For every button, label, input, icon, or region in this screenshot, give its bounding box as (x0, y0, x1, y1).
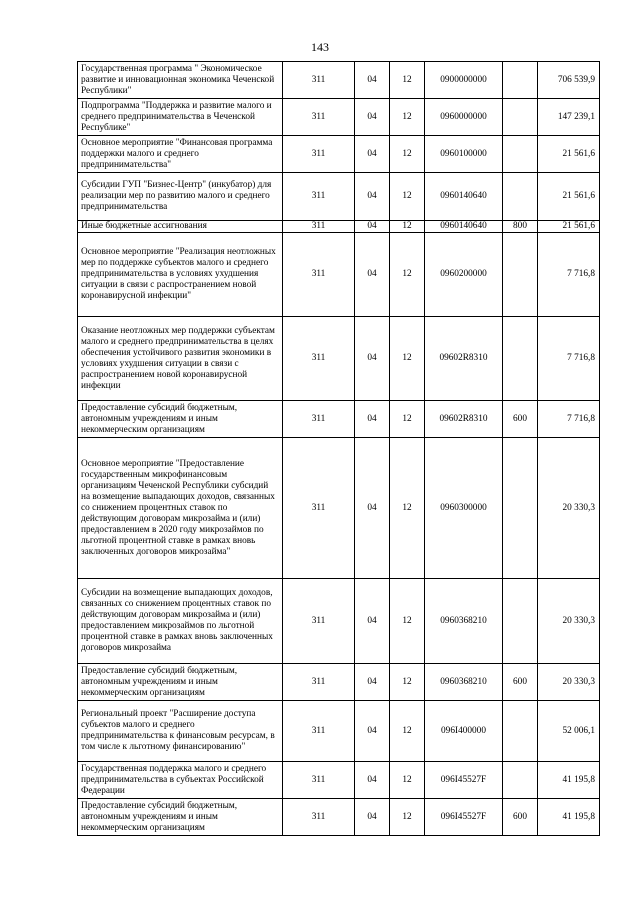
amount-cell: 20 330,3 (538, 579, 600, 664)
expense-type-cell: 600 (503, 664, 538, 701)
target-code-cell: 09602R8310 (425, 317, 503, 401)
subsection-code-cell: 12 (390, 579, 425, 664)
ministry-code-cell: 311 (283, 664, 355, 701)
subsection-code-cell: 12 (390, 136, 425, 173)
expense-type-cell (503, 438, 538, 579)
row-name-cell: Региональный проект "Расширение доступа субъектов малого и среднего предпринимательства к финансовым ресурсам, в том числе к льготному финансированию" (78, 701, 283, 762)
section-code-cell: 04 (355, 136, 390, 173)
row-name-cell: Государственная поддержка малого и среднего предпринимательства в субъектах Российской Федерации (78, 762, 283, 799)
subsection-code-cell: 12 (390, 762, 425, 799)
row-name-cell: Оказание неотложных мер поддержки субъектам малого и среднего предпринимательства в целях обеспечения устойчивого развития экономики в условиях ухудшения ситуации в связи с распространением новой коронавирусной инфекции (78, 317, 283, 401)
amount-cell: 52 006,1 (538, 701, 600, 762)
expense-type-cell (503, 701, 538, 762)
section-code-cell: 04 (355, 173, 390, 221)
subsection-code-cell: 12 (390, 438, 425, 579)
subsection-code-cell: 12 (390, 233, 425, 317)
amount-cell: 7 716,8 (538, 401, 600, 438)
target-code-cell: 0960000000 (425, 99, 503, 136)
amount-cell: 7 716,8 (538, 317, 600, 401)
page-number: 143 (311, 40, 329, 54)
target-code-cell: 0960200000 (425, 233, 503, 317)
section-code-cell: 04 (355, 62, 390, 99)
ministry-code-cell: 311 (283, 438, 355, 579)
table-body (78, 62, 600, 836)
subsection-code-cell: 12 (390, 173, 425, 221)
target-code-cell: 0900000000 (425, 62, 503, 99)
ministry-code-cell: 311 (283, 762, 355, 799)
row-name-cell: Предоставление субсидий бюджетным, автономным учреждениям и иным некоммерческим организациям (78, 401, 283, 438)
amount-cell: 7 716,8 (538, 233, 600, 317)
amount-cell: 41 195,8 (538, 799, 600, 836)
section-code-cell: 04 (355, 99, 390, 136)
section-code-cell: 04 (355, 762, 390, 799)
subsection-code-cell: 12 (390, 664, 425, 701)
expense-type-cell (503, 762, 538, 799)
table-row (78, 221, 600, 233)
amount-cell: 147 239,1 (538, 99, 600, 136)
target-code-cell: 0960140640 (425, 173, 503, 221)
row-name-cell: Основное мероприятие "Реализация неотложных мер по поддержке субъектов малого и среднего предпринимательства в условиях ухудшения ситуации в связи с распространением новой коронавирусной инфекции" (78, 233, 283, 317)
section-code-cell: 04 (355, 221, 390, 233)
table-row (78, 233, 600, 317)
row-name-cell: Государственная программа " Экономическое развитие и инновационная экономика Чеченской Республики" (78, 62, 283, 99)
target-code-cell: 0960368210 (425, 579, 503, 664)
target-code-cell: 0960140640 (425, 221, 503, 233)
expense-type-cell (503, 317, 538, 401)
section-code-cell: 04 (355, 401, 390, 438)
row-name-cell: Субсидии ГУП "Бизнес-Центр" (инкубатор) для реализации мер по развитию малого и среднего предпринимательства (78, 173, 283, 221)
row-name-cell: Предоставление субсидий бюджетным, автономным учреждениям и иным некоммерческим организациям (78, 799, 283, 836)
amount-cell: 706 539,9 (538, 62, 600, 99)
table-row (78, 401, 600, 438)
section-code-cell: 04 (355, 799, 390, 836)
row-name-cell: Предоставление субсидий бюджетным, автономным учреждениям и иным некоммерческим организациям (78, 664, 283, 701)
table-row (78, 136, 600, 173)
table-row (78, 438, 600, 579)
row-name-cell: Иные бюджетные ассигнования (78, 221, 283, 233)
target-code-cell: 096I400000 (425, 701, 503, 762)
table-row (78, 762, 600, 799)
amount-cell: 41 195,8 (538, 762, 600, 799)
table-row (78, 579, 600, 664)
section-code-cell: 04 (355, 317, 390, 401)
table-row (78, 99, 600, 136)
section-code-cell: 04 (355, 664, 390, 701)
ministry-code-cell: 311 (283, 317, 355, 401)
expense-type-cell (503, 62, 538, 99)
table-row (78, 701, 600, 762)
section-code-cell: 04 (355, 438, 390, 579)
expense-type-cell (503, 173, 538, 221)
ministry-code-cell: 311 (283, 799, 355, 836)
target-code-cell: 096I45527F (425, 799, 503, 836)
target-code-cell: 0960368210 (425, 664, 503, 701)
ministry-code-cell: 311 (283, 579, 355, 664)
ministry-code-cell: 311 (283, 401, 355, 438)
expense-type-cell (503, 136, 538, 173)
subsection-code-cell: 12 (390, 62, 425, 99)
ministry-code-cell: 311 (283, 233, 355, 317)
section-code-cell: 04 (355, 701, 390, 762)
subsection-code-cell: 12 (390, 317, 425, 401)
table-row (78, 317, 600, 401)
ministry-code-cell: 311 (283, 62, 355, 99)
amount-cell: 21 561,6 (538, 136, 600, 173)
amount-cell: 21 561,6 (538, 221, 600, 233)
subsection-code-cell: 12 (390, 221, 425, 233)
row-name-cell: Субсидии на возмещение выпадающих доходов, связанных со снижением процентных ставок по действующим договорам микрозайма и (или) предоставлением микрозаймов по льготной процентной ставке в рамках вновь заключенных договоров микрозайма (78, 579, 283, 664)
target-code-cell: 09602R8310 (425, 401, 503, 438)
expense-type-cell: 800 (503, 221, 538, 233)
subsection-code-cell: 12 (390, 701, 425, 762)
table-row (78, 62, 600, 99)
amount-cell: 20 330,3 (538, 438, 600, 579)
ministry-code-cell: 311 (283, 99, 355, 136)
table-row (78, 173, 600, 221)
target-code-cell: 0960100000 (425, 136, 503, 173)
expense-type-cell: 600 (503, 799, 538, 836)
amount-cell: 20 330,3 (538, 664, 600, 701)
section-code-cell: 04 (355, 579, 390, 664)
ministry-code-cell: 311 (283, 173, 355, 221)
table-row (78, 664, 600, 701)
target-code-cell: 0960300000 (425, 438, 503, 579)
ministry-code-cell: 311 (283, 701, 355, 762)
subsection-code-cell: 12 (390, 99, 425, 136)
subsection-code-cell: 12 (390, 401, 425, 438)
row-name-cell: Основное мероприятие "Финансовая программа поддержки малого и среднего предпринимательства" (78, 136, 283, 173)
row-name-cell: Подпрограмма "Поддержка и развитие малого и среднего предпринимательства в Чеченской Республике" (78, 99, 283, 136)
expense-type-cell (503, 99, 538, 136)
expense-type-cell: 600 (503, 401, 538, 438)
expense-type-cell (503, 233, 538, 317)
row-name-cell: Основное мероприятие "Предоставление государственным микрофинансовым организациям Чеченской Республики субсидий на возмещение выпадающих доходов, связанных со снижением процентных ставок по действующим договорам микрозайма и (или) предоставлением в 2020 году микрозаймов по льготной процентной ставке в рамках вновь заключенных договоров микрозайма" (78, 438, 283, 579)
expense-type-cell (503, 579, 538, 664)
target-code-cell: 096I45527F (425, 762, 503, 799)
ministry-code-cell: 311 (283, 136, 355, 173)
ministry-code-cell: 311 (283, 221, 355, 233)
amount-cell: 21 561,6 (538, 173, 600, 221)
budget-table (77, 61, 600, 836)
subsection-code-cell: 12 (390, 799, 425, 836)
section-code-cell: 04 (355, 233, 390, 317)
table-row (78, 799, 600, 836)
